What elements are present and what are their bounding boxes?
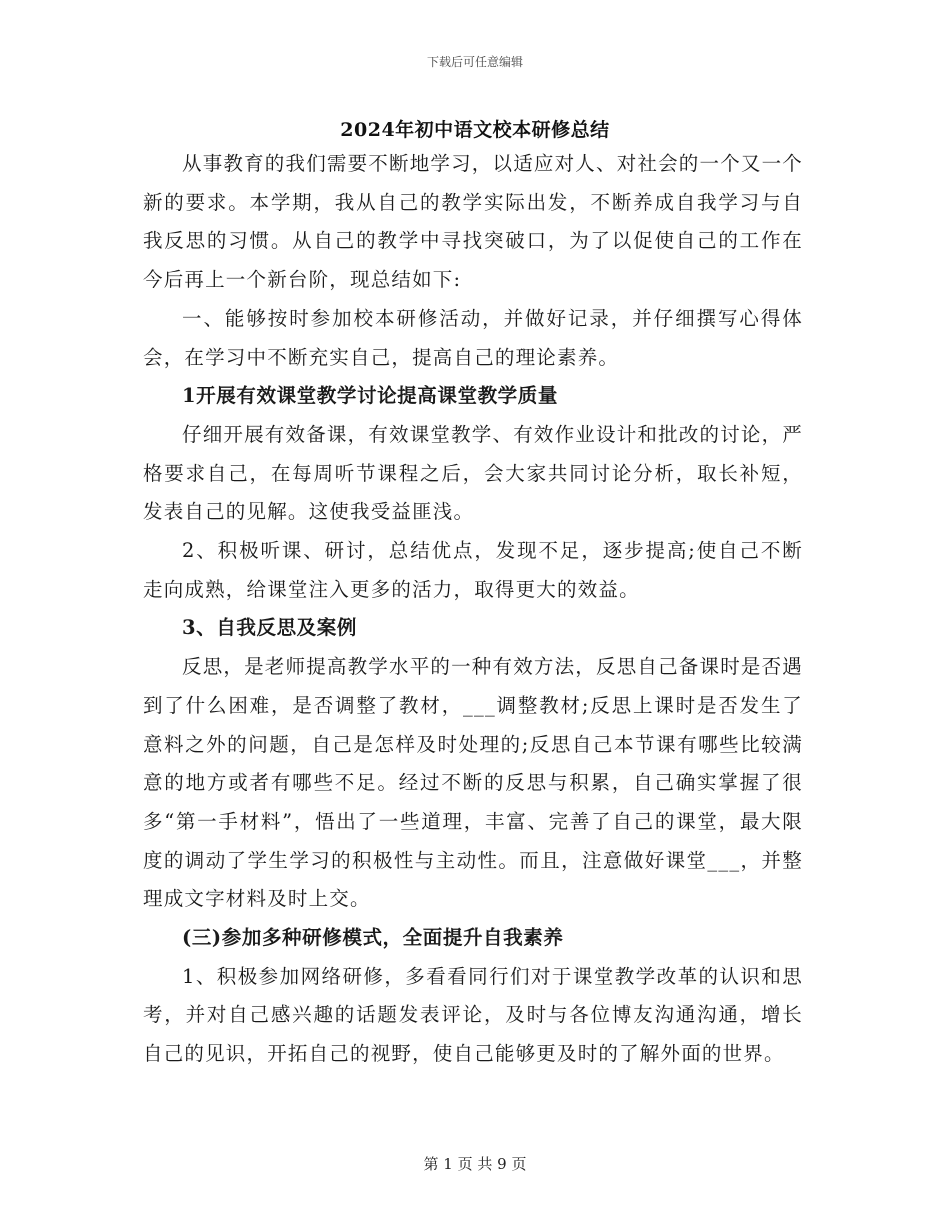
paragraph-intro: 从事教育的我们需要不断地学习，以适应对人、对社会的一个又一个新的要求。本学期，我从自己的教学实际出发，不断养成自我学习与自我反思的习惯。从自己的教学中寻找突破口，为了以促使自己的工作在今后再上一个新台阶，现总结如下: bbox=[143, 152, 804, 292]
paragraph-effective-teaching: 仔细开展有效备课，有效课堂教学、有效作业设计和批改的讨论，严格要求自己，在每周听节课程之后，会大家共同讨论分析，取长补短，发表自己的见解。这使我受益匪浅。 bbox=[143, 422, 804, 524]
download-note: 下载后可任意编辑 bbox=[426, 55, 523, 69]
paragraph-online-research: 1、积极参加网络研修，多看看同行们对于课堂教学改革的认识和思考，并对自己感兴趣的话题发表评论，及时与各位博友沟通沟通，增长自己的见识，开拓自己的视野，使自己能够更及时的了解外面的世界。 bbox=[143, 964, 803, 1066]
document-title: 2024年初中语文校本研修总结 bbox=[340, 119, 610, 141]
paragraph-self-reflection: 反思，是老师提高教学水平的一种有效方法，反思自己备课时是否遇到了什么困难，是否调整了教材，___调整教材;反思上课时是否发生了意料之外的问题，自己是怎样及时处理的;反思自己本节课有哪些比较满意的地方或者有哪些不足。经过不断的反思与积累，自己确实掌握了很多“第一手材料”，悟出了一些道理，丰富、完善了自己的课堂，最大限度的调动了学生学习的积极性与主动性。而且，注意做好课堂___，并整理成文字材料及时上交。 bbox=[143, 655, 804, 911]
heading-effective-teaching: 1开展有效课堂教学讨论提高课堂教学质量 bbox=[182, 384, 558, 408]
document-body bbox=[143, 145, 803, 1074]
paragraph-lesson-observation: 2、积极听课、研讨，总结优点，发现不足，逐步提高;使自己不断走向成熟，给课堂注入更多的活力，取得更大的效益。 bbox=[143, 539, 803, 601]
heading-research-modes: (三)参加多种研修模式，全面提升自我素养 bbox=[182, 926, 564, 950]
heading-self-reflection: 3、自我反思及案例 bbox=[182, 616, 357, 640]
page-number: 第 1 页 共 9 页 bbox=[423, 1155, 527, 1173]
paragraph-section-1: 一、能够按时参加校本研修活动，并做好记录，并仔细撰写心得体会，在学习中不断充实自己，提高自己的理论素养。 bbox=[143, 306, 803, 369]
